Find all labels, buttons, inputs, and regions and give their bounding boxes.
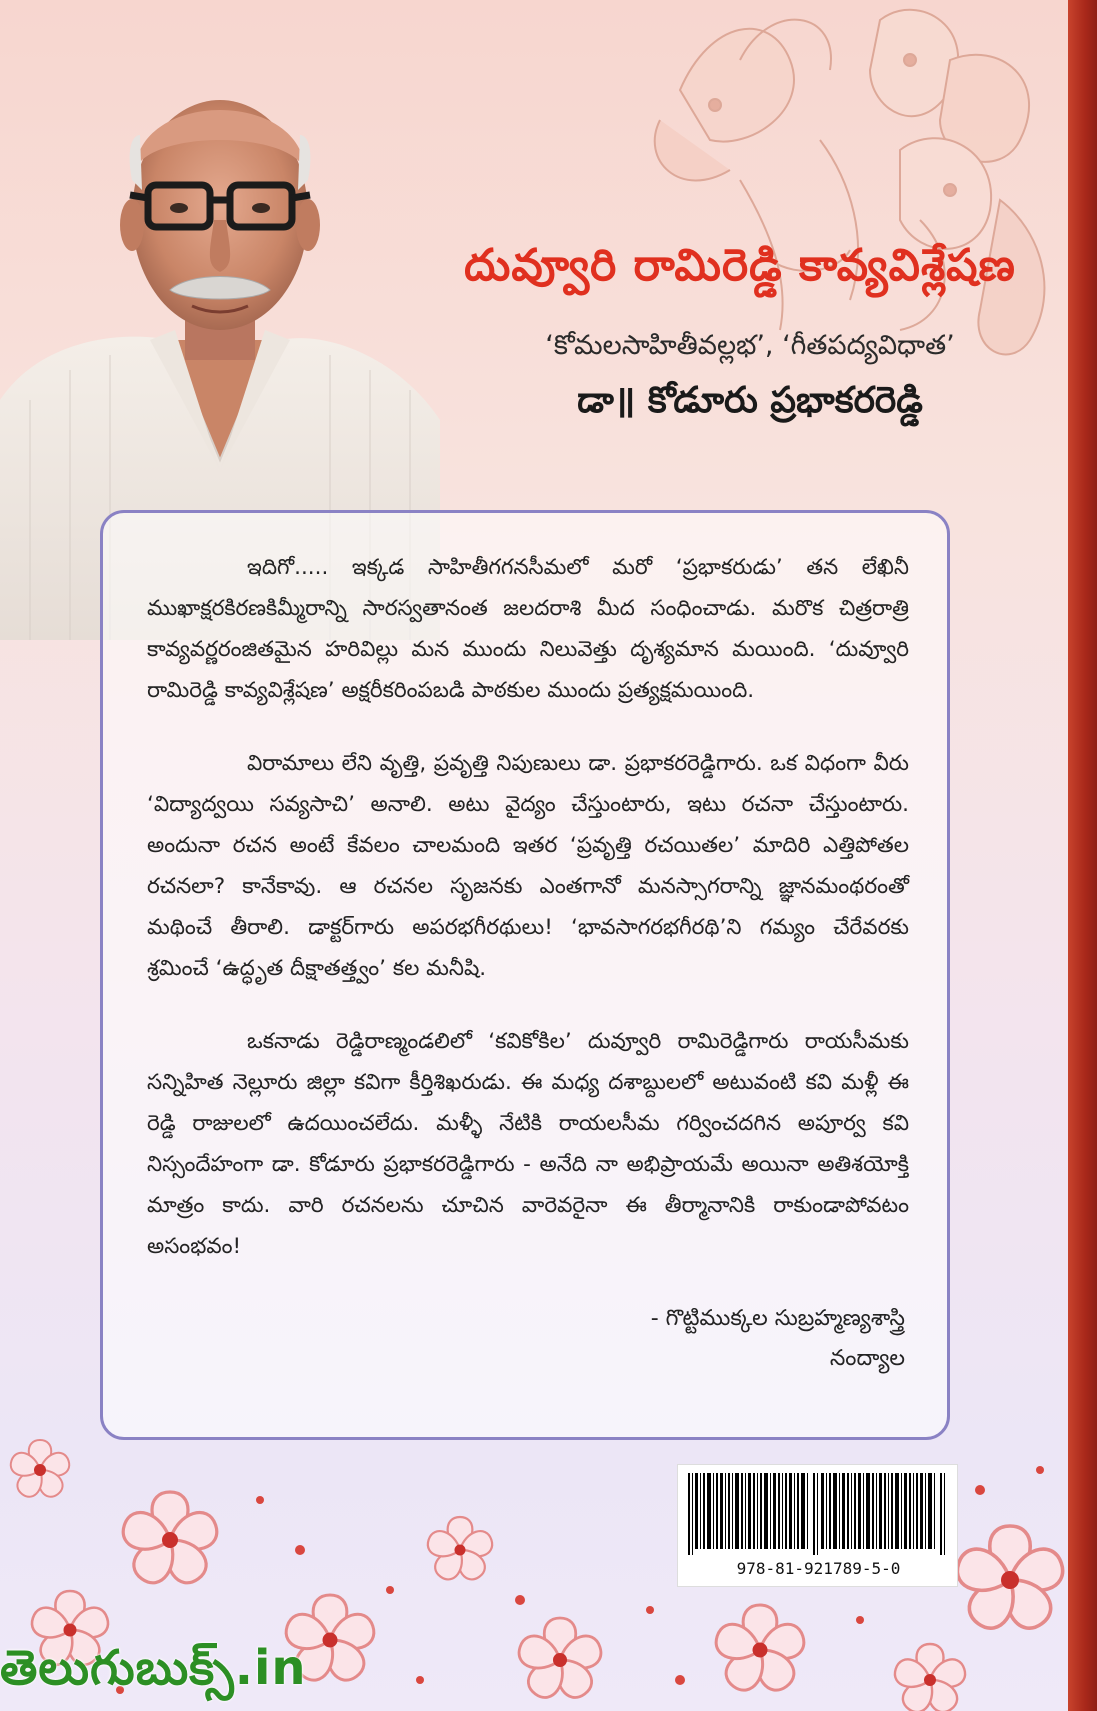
author-name: డా॥ కోడూరు ప్రభాకరరెడ్డి bbox=[577, 380, 923, 421]
barcode bbox=[677, 1464, 958, 1587]
blurb-signature bbox=[147, 1299, 909, 1379]
isbn-number: 978-81-921789-5-0 bbox=[736, 1559, 901, 1578]
blurb-paragraph-2: విరామాలు లేని వృత్తి, ప్రవృత్తి నిపుణులు డా. ప్రభాకరరెడ్డిగారు. ఒక విధంగా వీరు ‘విద్యాద్వయి సవ్యసాచి’ అనాలి. అటు వైద్యం చేస్తుంటారు, ఇటు రచనా చేస్తుంటారు. అందునా రచన అంటే కేవలం చాలమంది ఇతర ‘ప్రవృత్తి రచయితల’ మాదిరి ఎత్తిపోతల రచనలా? కానేకావు. ఆ రచనల సృజనకు ఎంతగానో మనస్సాగరాన్ని జ్ఞానమంథరంతో మథించే తీరాలి. డాక్టర్‌గారు అపరభగీరథులు! ‘భావసాగరభగీరథి’ని గమ్యం చేరేవరకు శ్రమించే ‘ఉద్ధృత దీక్షాతత్త్వం’ కల మనీషి. bbox=[147, 751, 909, 981]
book-title: దువ్వూరి రామిరెడ్డి కావ్యవిశ్లేషణ bbox=[464, 240, 1016, 291]
blurb-box bbox=[100, 510, 950, 1440]
author-honorifics: ‘కోమలసాహితీవల్లభ’, ‘గీతపద్యవిధాత’ bbox=[545, 330, 955, 361]
signature-place: నంద్యాల bbox=[829, 1346, 905, 1371]
book-spine bbox=[1068, 0, 1097, 1711]
blurb-paragraph-3: ఒకనాడు రెడ్డిరాణ్మండలిలో ‘కవికోకిల’ దువ్వూరి రామిరెడ్డిగారు రాయసీమకు సన్నిహిత నెల్లూరు జిల్లా కవిగా కీర్తిశిఖరుడు. ఈ మధ్య దశాబ్దులలో అటువంటి కవి మళ్లీ ఈ రెడ్డి రాజులలో ఉదయించలేదు. మళ్ళీ నేటికి రాయలసీమ గర్వించదగిన అపూర్వ కవి నిస్సందేహంగా డా. కోడూరు ప్రభాకరరెడ్డిగారు - అనేది నా అభిప్రాయమే అయినా అతిశయోక్తి మాత్రం కాదు. వారి రచనలను చూచిన వారెవరైనా ఈ తీర్మానానికి రాకుండాపోవటం అసంభవం! bbox=[147, 1029, 909, 1259]
blurb-paragraph-1: ఇదిగో..... ఇక్కడ సాహితీగగనసీమలో మరో ‘ప్రభాకరుడు’ తన లేఖినీ ముఖాక్షరకిరణకిమ్మీరాన్ని సారస్వతానంత జలదరాశి మీద సంధించాడు. మరొక చిత్రరాత్రి కావ్యవర్ణరంజితమైన హరివిల్లు మన ముందు నిలువెత్తు దృశ్యమాన మయింది. ‘దువ్వూరి రామిరెడ్డి కావ్యవిశ్లేషణ’ అక్షరీకరింపబడి పాఠకుల ముందు ప్రత్యక్షమయింది. bbox=[147, 555, 909, 703]
signature-name: - గొట్టిముక్కల సుబ్రహ్మణ్యశాస్త్రి bbox=[650, 1306, 905, 1331]
watermark-logo: తెలుగుబుక్స్.in bbox=[0, 1640, 307, 1696]
barcode-bars bbox=[686, 1473, 949, 1555]
